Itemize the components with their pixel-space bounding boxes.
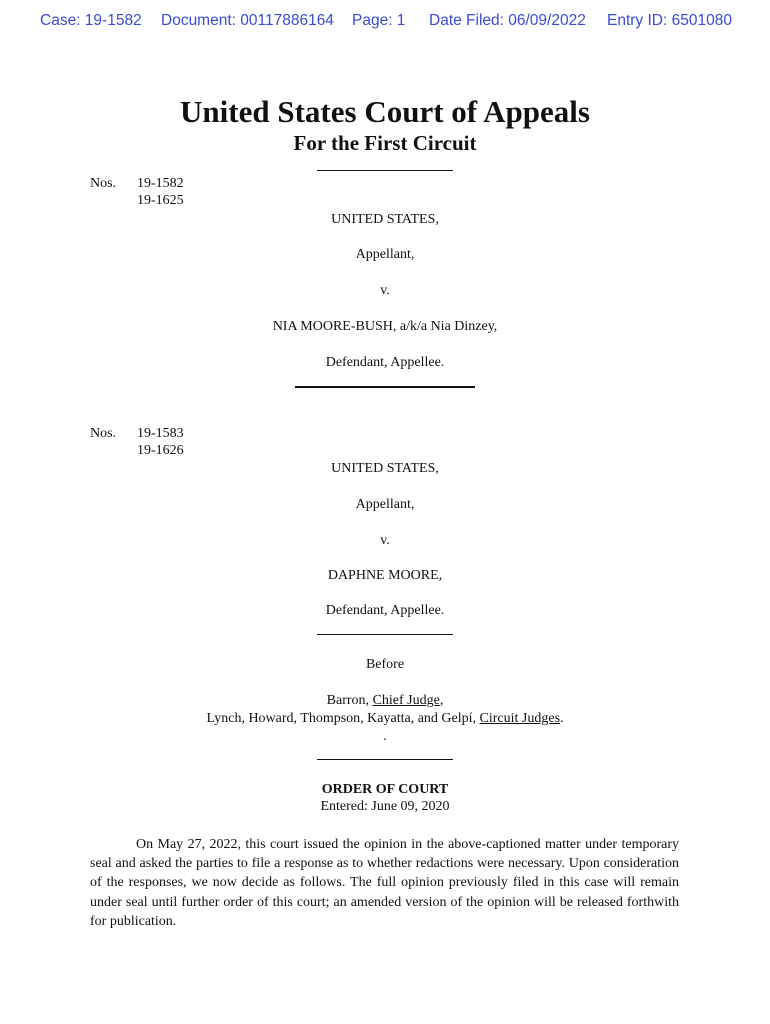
caption1-plaintiff-role: Appellant, xyxy=(355,247,415,262)
circuit-judges-title: Circuit Judges xyxy=(479,711,561,726)
caption2-nos-label: Nos. xyxy=(90,426,117,441)
chief-judge-name: Barron, xyxy=(326,693,373,708)
order-divider xyxy=(317,759,453,760)
circuit-judges-punct: . xyxy=(560,711,564,726)
caption1-docket-number: 19-1582 xyxy=(137,176,184,191)
circuit-judges-names: Lynch, Howard, Thompson, Kayatta, and Gelpí, xyxy=(206,711,480,726)
caption2-plaintiff: UNITED STATES, xyxy=(331,461,439,476)
order-entered-date: Entered: June 09, 2020 xyxy=(320,799,450,814)
caption1-docket-number: 19-1625 xyxy=(137,193,184,208)
caption1-versus: v. xyxy=(380,283,390,298)
panel-dot: . xyxy=(383,729,387,744)
chief-judge-punct: , xyxy=(439,693,444,708)
caption1-nos-label: Nos. xyxy=(90,176,117,191)
caption2-defendant: DAPHNE MOORE, xyxy=(327,568,443,583)
header-page-number: Page: 1 xyxy=(352,12,406,29)
caption2-defendant-role: Defendant, Appellee. xyxy=(325,603,445,618)
court-subtitle: For the First Circuit xyxy=(293,131,477,155)
court-title: United States Court of Appeals xyxy=(180,94,590,129)
title-divider xyxy=(317,170,453,171)
header-document-number: Document: 00117886164 xyxy=(161,12,334,29)
caption1-plaintiff: UNITED STATES, xyxy=(331,212,439,227)
panel-before: Before xyxy=(365,657,405,672)
header-case-number: Case: 19-1582 xyxy=(40,12,142,29)
panel-divider xyxy=(317,634,453,635)
caption1-defendant: NIA MOORE-BUSH, a/k/a Nia Dinzey, xyxy=(272,319,498,334)
caption2-plaintiff-role: Appellant, xyxy=(355,497,415,512)
panel-chief-judge-line xyxy=(0,692,770,710)
header-date-filed: Date Filed: 06/09/2022 xyxy=(429,12,586,29)
panel-circuit-judges-line xyxy=(0,710,770,728)
header-entry-id: Entry ID: 6501080 xyxy=(607,12,732,29)
caption2-docket-number: 19-1626 xyxy=(137,443,184,458)
order-body-paragraph: On May 27, 2022, this court issued the opinion in the above-captioned matter under temporary seal and asked the parties to file a response as to whether redactions were necessary. Upon consideration of the responses, we now decide as follows. The full opinion previously filed in this case will remain under seal until further order of this court; an amended version of the opinion will be released forthwith for publication. xyxy=(90,837,679,929)
caption1-defendant-role: Defendant, Appellee. xyxy=(325,355,445,370)
caption2-docket-number: 19-1583 xyxy=(137,426,184,441)
caption-divider xyxy=(295,386,475,388)
chief-judge-title: Chief Judge xyxy=(372,693,440,708)
caption2-versus: v. xyxy=(380,533,390,548)
order-heading: ORDER OF COURT xyxy=(321,782,449,797)
